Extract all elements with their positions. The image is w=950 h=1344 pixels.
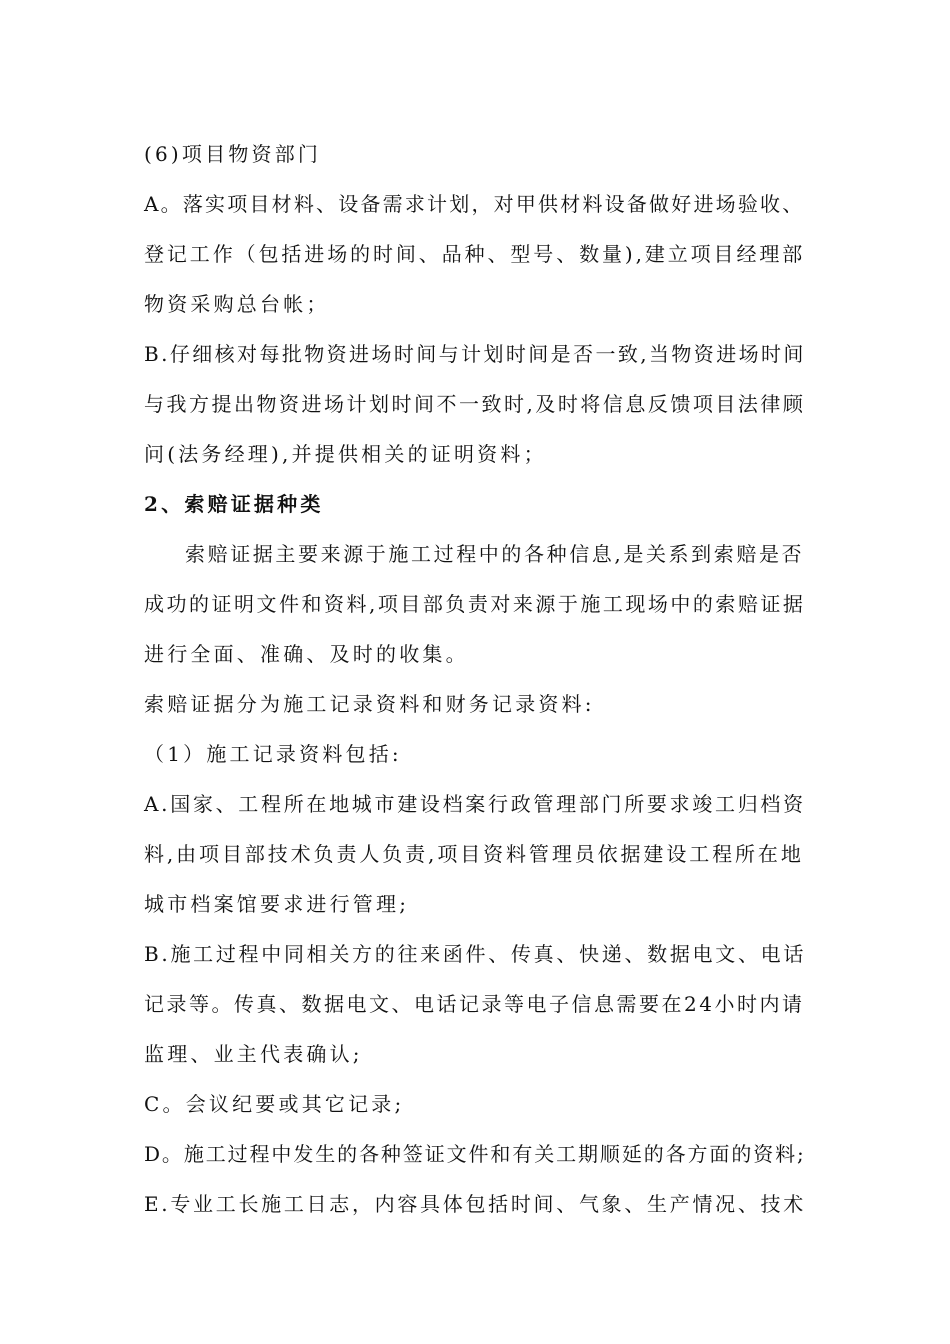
paragraph-line: A。落实项目材料、设备需求计划，对甲供材料设备做好进场验收、	[144, 192, 805, 216]
paragraph-line: 物资采购总台帐；	[144, 292, 330, 316]
paragraph-line: 记录等。传真、数据电文、电话记录等电子信息需要在24小时内请	[144, 992, 805, 1016]
paragraph-line: 问(法务经理),并提供相关的证明资料；	[144, 442, 547, 466]
paragraph-line: D。施工过程中发生的各种签证文件和有关工期顺延的各方面的资料;	[144, 1142, 806, 1166]
paragraph-line: 成功的证明文件和资料,项目部负责对来源于施工现场中的索赔证据	[144, 592, 806, 616]
paragraph-line: 监理、业主代表确认;	[144, 1042, 363, 1066]
subheading-construction-records: （1）施工记录资料包括:	[144, 742, 402, 766]
paragraph-line: 索赔证据分为施工记录资料和财务记录资料:	[144, 692, 595, 716]
section-heading-evidence-types: 2、索赔证据种类	[144, 492, 324, 516]
section-heading-materials-dept: (6)项目物资部门	[144, 142, 322, 166]
paragraph-line: C。会议纪要或其它记录;	[144, 1092, 405, 1116]
paragraph-line: 索赔证据主要来源于施工过程中的各种信息,是关系到索赔是否	[185, 542, 805, 566]
paragraph-line: 料,由项目部技术负责人负责,项目资料管理员依据建设工程所在地	[144, 842, 804, 866]
paragraph-line: 与我方提出物资进场计划时间不一致时,及时将信息反馈项目法律顾	[144, 392, 806, 416]
paragraph-line: B.仔细核对每批物资进场时间与计划时间是否一致,当物资进场时间	[144, 342, 806, 366]
paragraph-line: E.专业工长施工日志，内容具体包括时间、气象、生产情况、技术	[144, 1192, 806, 1216]
paragraph-line: A.国家、工程所在地城市建设档案行政管理部门所要求竣工归档资	[144, 792, 806, 816]
paragraph-line: 登记工作（包括进场的时间、品种、型号、数量),建立项目经理部	[144, 242, 806, 266]
paragraph-line: 城市档案馆要求进行管理;	[144, 892, 410, 916]
paragraph-line: B.施工过程中同相关方的往来函件、传真、快递、数据电文、电话	[144, 942, 807, 966]
paragraph-line: 进行全面、准确、及时的收集。	[144, 642, 469, 666]
